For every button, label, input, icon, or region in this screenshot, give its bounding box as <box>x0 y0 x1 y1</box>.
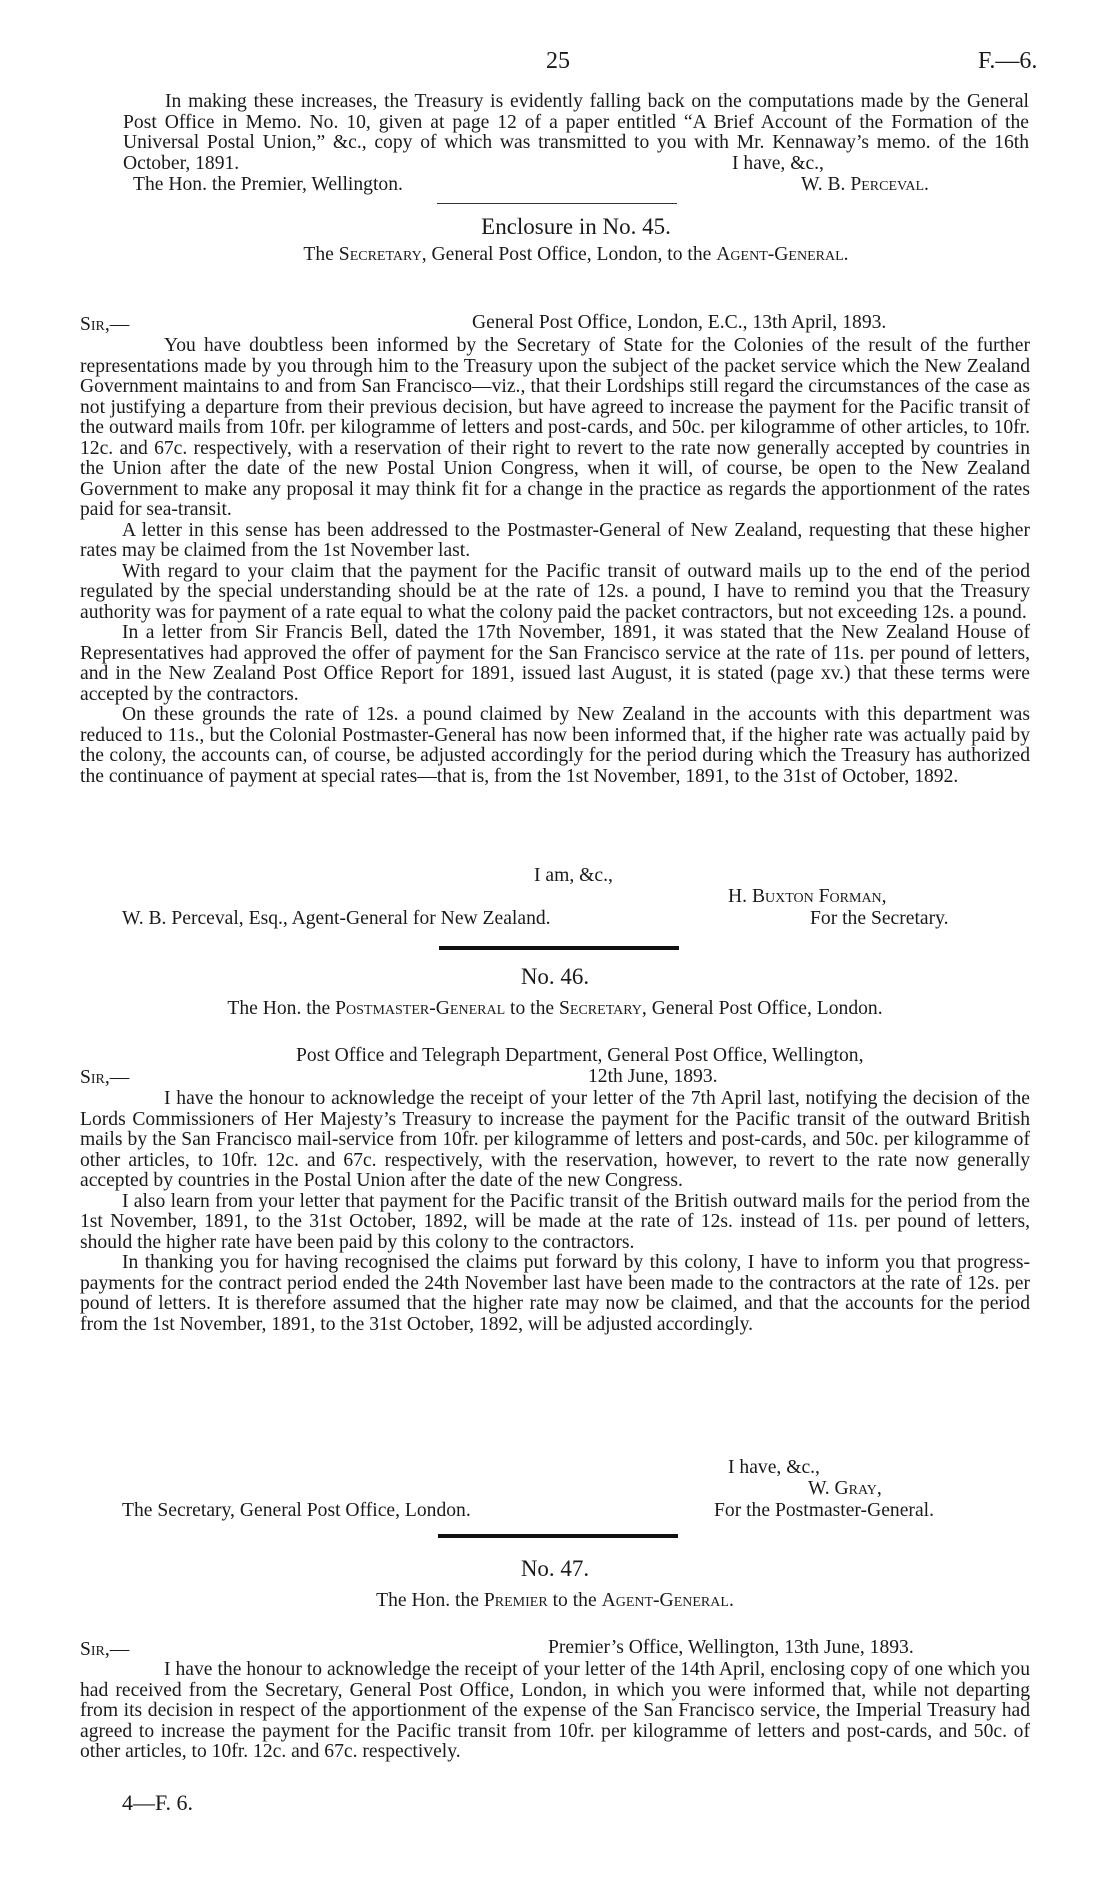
no47-salutation: Sir,— <box>80 1639 130 1660</box>
enclosure45-paragraph-4: In a letter from Sir Francis Bell, dated the 17th November, 1891, it was stated that the New Zealand House of Representatives had approved the offer of payment for the San Francisco service at the rate of 11s. per pound of letters, and in the New Zealand Post Office Report for 1891, issued last August, it is stated (page xv.) that these terms were accepted by the contractors. <box>80 622 1030 705</box>
no46-title: No. 46. <box>520 964 590 989</box>
no47-subtitle: The Hon. the Premier to the Agent-General. <box>376 1590 734 1611</box>
intro-paragraph: In making these increases, the Treasury is evidently falling back on the computations made by the General Post Office in Memo. No. 10, given at page 12 of a paper entitled “A Brief Account of the Formation of the Universal Postal Union,” &c., copy of which was transmitted to you with Mr. Kennaway’s memo. of the 16th October, 1891. <box>123 91 1029 174</box>
section-divider-thick <box>439 946 679 950</box>
no46-closing: I have, &c., <box>728 1457 820 1478</box>
no47-paragraph: I have the honour to acknowledge the receipt of your letter of the 14th April, enclosing copy of one which you had received from the Secretary, General Post Office, London, in which you were informed that, while not departing from its decision in respect of the apportionment of the expense of the San Francisco service, the Imperial Treasury had agreed to increase the payment for the Pacific transit from 10fr. per kilogramme of letters and post-cards, and 50c. of other articles, to 10fr. 12c. and 67c. respectively. <box>80 1659 1030 1762</box>
enclosure45-place-date: General Post Office, London, E.C., 13th April, 1893. <box>472 312 887 333</box>
no47-body <box>80 1660 1030 1763</box>
enclosure45-paragraph-2: A letter in this sense has been addressed to the Postmaster-General of New Zealand, requesting that these higher rates may be claimed from the 1st November last. <box>80 519 1030 561</box>
enclosure45-subtitle: The Secretary, General Post Office, London, to the Agent-General. <box>303 244 849 265</box>
enclosure45-salutation: Sir,— <box>80 314 130 335</box>
enclosure45-closing: I am, &c., <box>534 865 613 886</box>
no46-place-line-2: 12th June, 1893. <box>588 1066 718 1087</box>
no47-place-date: Premier’s Office, Wellington, 13th June, 1893. <box>548 1637 914 1658</box>
intro-closing: I have, &c., <box>732 153 824 174</box>
no46-salutation: Sir,— <box>80 1067 130 1088</box>
intro-addressee: The Hon. the Premier, Wellington. <box>133 174 403 195</box>
no46-paragraph-3: In thanking you for having recognised the claims put forward by this colony, I have to inform you that progress-payments for the contract period ended the 24th November last have been made to the contractors at the rate of 12s. per pound of letters. It is therefore assumed that the higher rate may now be claimed, and that the accounts for the period from the 1st November, 1891, to the 31st October, 1892, will be adjusted accordingly. <box>80 1252 1030 1335</box>
enclosure45-body <box>80 336 1030 787</box>
enclosure45-paragraph-5: On these grounds the rate of 12s. a pound claimed by New Zealand in the accounts with this department was reduced to 11s., but the Colonial Postmaster-General has now been informed that, if the higher rate was actually paid by the colony, the accounts can, of course, be adjusted accordingly for the period during which the Treasury has authorized the continuance of payment at special rates—that is, from the 1st November, 1891, to the 31st of October, 1892. <box>80 704 1030 787</box>
no46-body <box>80 1089 1030 1335</box>
no46-title-block <box>80 964 1030 1020</box>
enclosure45-signature-role: For the Secretary. <box>810 908 949 929</box>
no46-signature-role: For the Postmaster-General. <box>714 1500 934 1521</box>
page-number: 25 <box>546 48 570 74</box>
section-divider-thick-2 <box>438 1534 678 1538</box>
enclosure45-paragraph-1: You have doubtless been informed by the Secretary of State for the Colonies of the result of the further representations made by you through him to the Treasury upon the subject of the packet service which the New Zealand Government maintains to and from San Francisco—viz., that their Lordships still regard the circumstances of the case as not justifying a departure from their previous decision, but have agreed to increase the payment for the Pacific transit of the outward mails from 10fr. per kilogramme of letters and post-cards, and 50c. per kilogramme of other articles, to 10fr. 12c. and 67c. respectively, with a reservation of their right to revert to the rate now generally accepted by countries in the Union after the date of the new Postal Union Congress, when it will, of course, be open to the New Zealand Government to make any proposal it may think fit for a change in the practice as regards the apportionment of the rates paid for sea-transit. <box>80 335 1030 520</box>
no46-subtitle: The Hon. the Postmaster-General to the Secretary, General Post Office, London. <box>227 998 883 1019</box>
no47-title: No. 47. <box>520 1556 590 1581</box>
enclosure45-title-block <box>123 214 1029 266</box>
intro-section <box>123 92 1029 174</box>
signature-mark: 4—F. 6. <box>122 1790 193 1815</box>
no46-place-line-1: Post Office and Telegraph Department, General Post Office, Wellington, <box>296 1045 864 1066</box>
no46-addressee: The Secretary, General Post Office, London. <box>122 1500 471 1521</box>
document-reference: F.—6. <box>978 48 1038 74</box>
section-divider-thin <box>437 203 677 204</box>
enclosure45-signature: H. Buxton Forman, <box>728 886 887 907</box>
no46-signature: W. Gray, <box>808 1478 882 1499</box>
enclosure45-title: Enclosure in No. 45. <box>481 214 671 239</box>
enclosure45-addressee: W. B. Perceval, Esq., Agent-General for New Zealand. <box>122 908 551 929</box>
no46-paragraph-2: I also learn from your letter that payment for the Pacific transit of the British outward mails for the period from the 1st November, 1891, to the 31st October, 1892, will be made at the rate of 12s. instead of 11s. per pound of letters, should the higher rate have been paid by this colony to the contractors. <box>80 1190 1030 1253</box>
enclosure45-paragraph-3: With regard to your claim that the payment for the Pacific transit of outward mails up to the end of the period regulated by the special understanding should be at the rate of 12s. a pound, I have to remind you that the Treasury authority was for payment of a rate equal to what the colony paid the packet contractors, but not exceeding 12s. a pound. <box>80 560 1030 623</box>
intro-signature: W. B. Perceval. <box>801 174 929 195</box>
no47-title-block <box>80 1556 1030 1612</box>
no46-paragraph-1: I have the honour to acknowledge the receipt of your letter of the 7th April last, notifying the decision of the Lords Commissioners of Her Majesty’s Treasury to increase the payment for the Pacific transit of the outward British mails by the San Francisco mail-service from 10fr. per kilogramme of letters and post-cards, and 50c. per kilogramme of other articles, to 10fr. 12c. and 67c. respectively, with the reservation, however, to revert to the rate now generally accepted by countries in the Postal Union after the date of the new Congress. <box>80 1088 1030 1191</box>
